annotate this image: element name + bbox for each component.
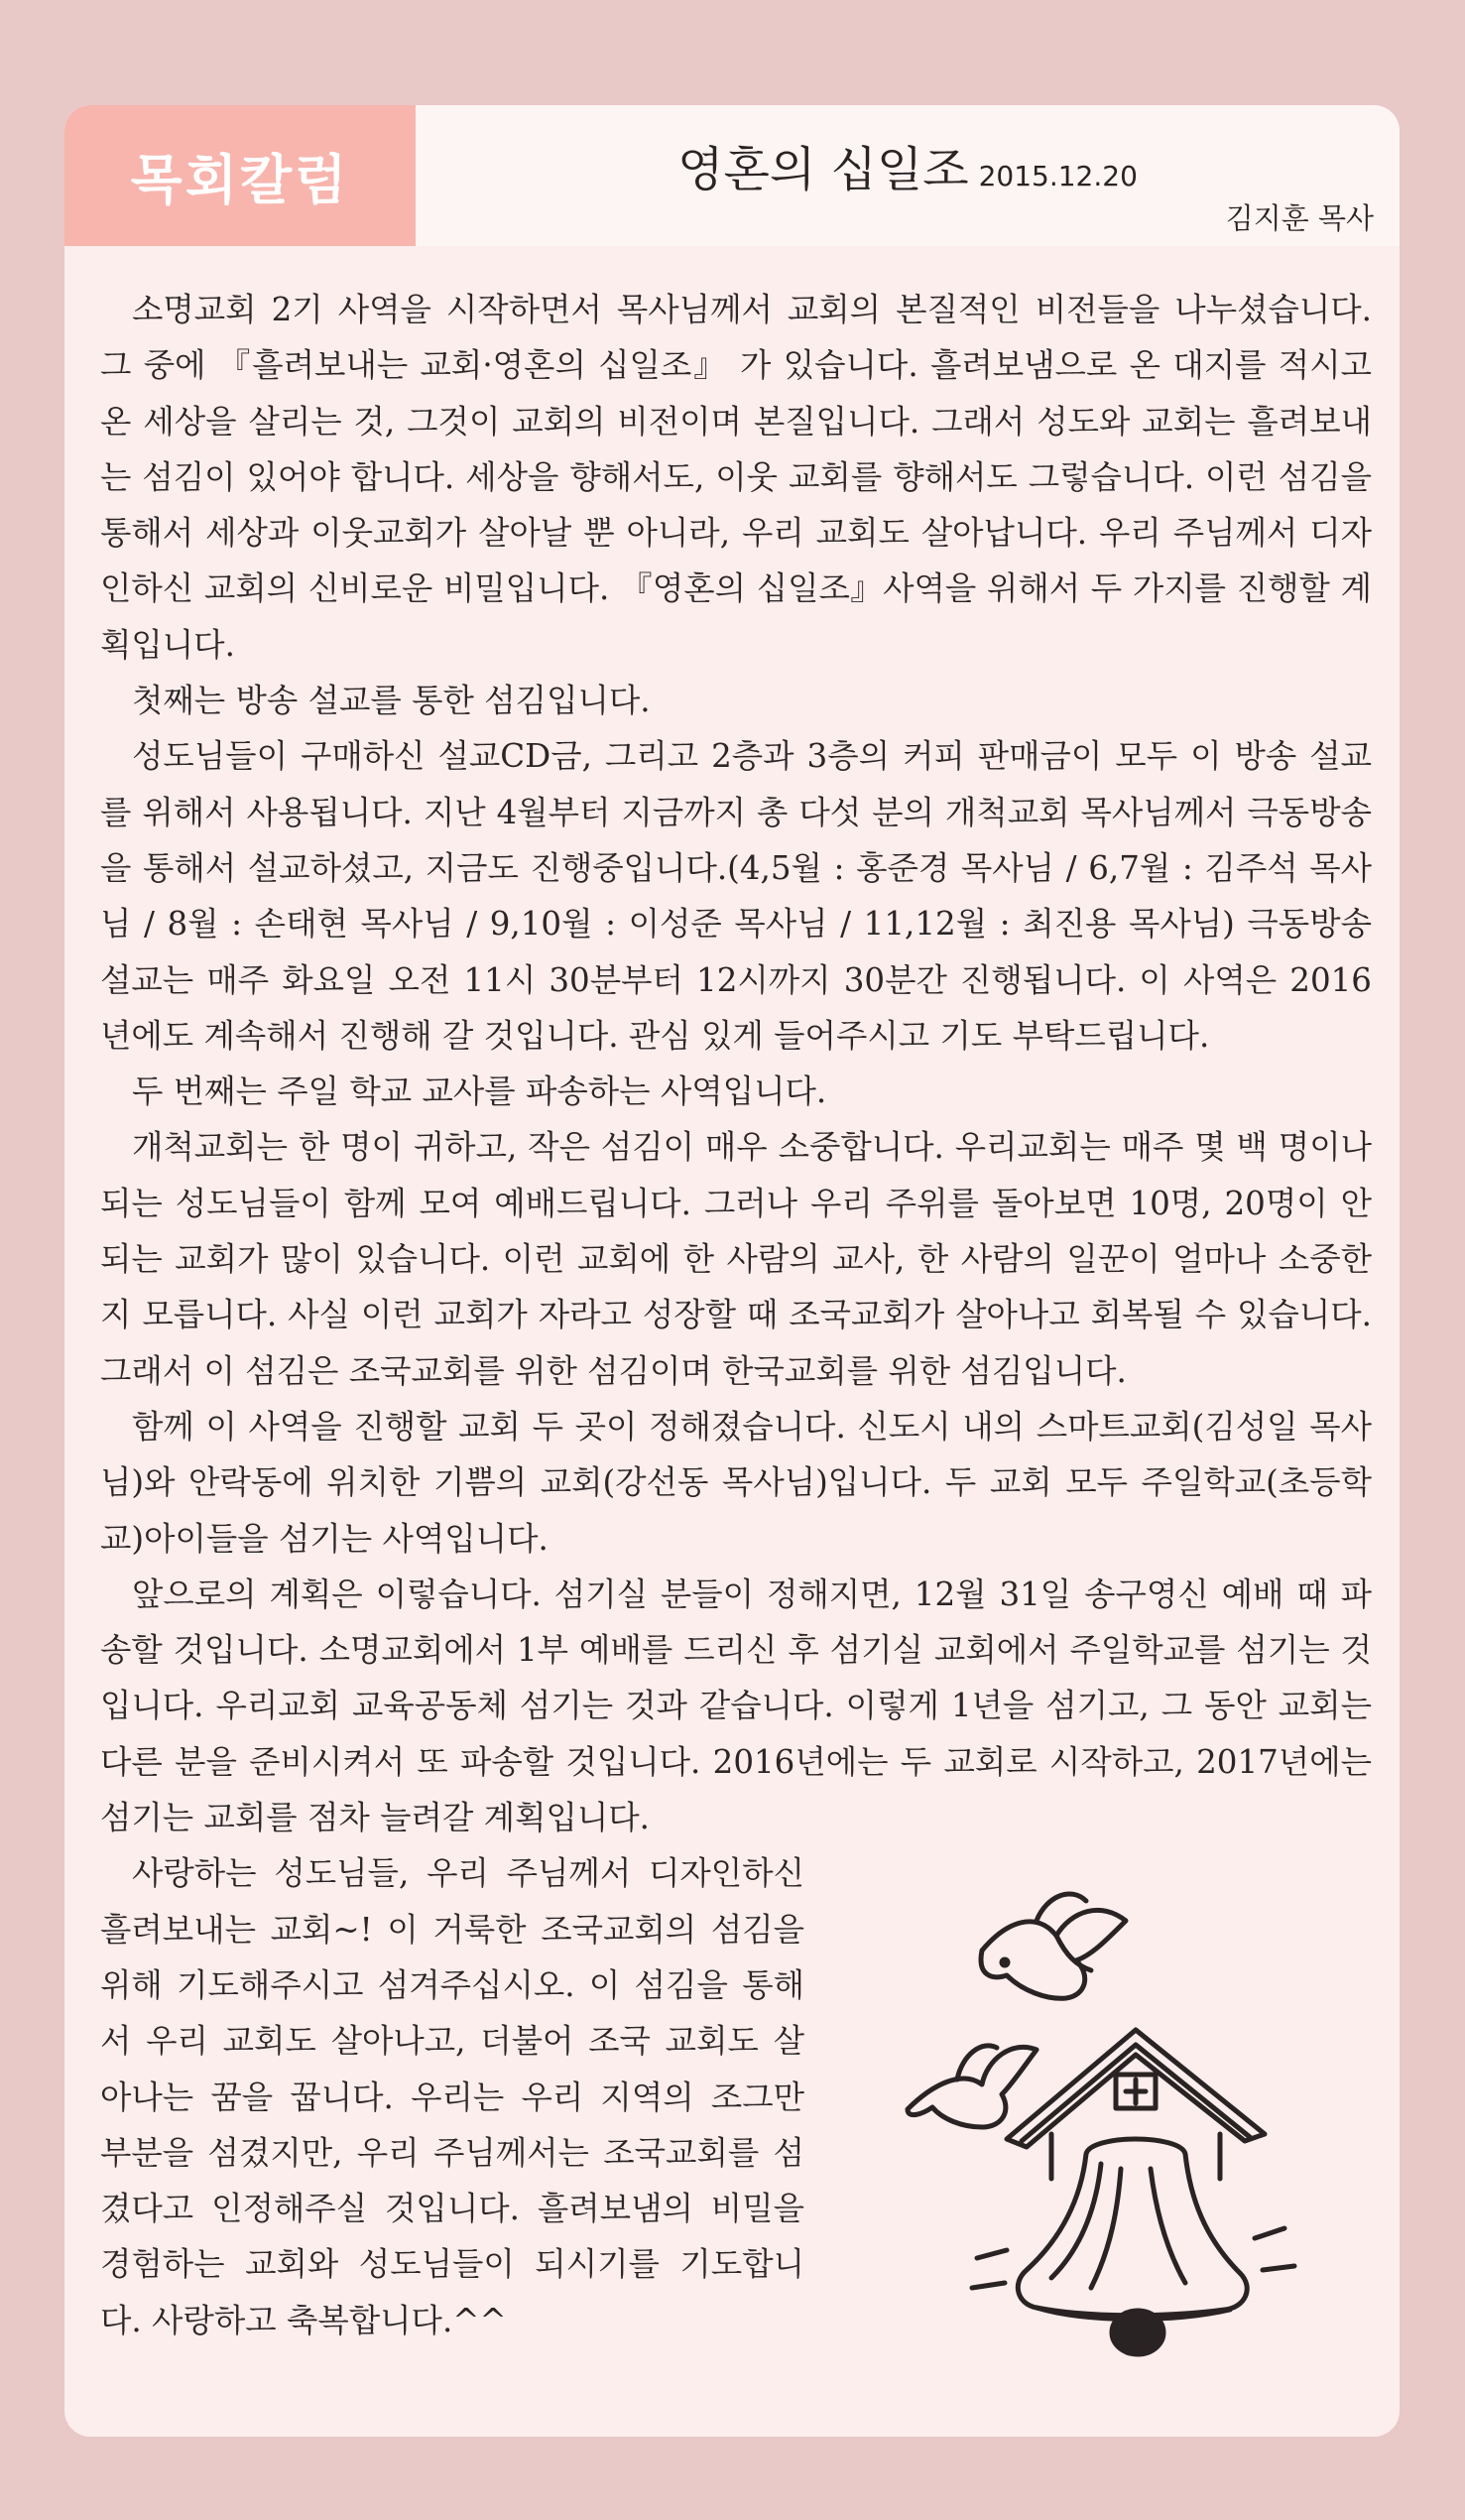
column-header [64,105,1400,246]
paragraph: 앞으로의 계획은 이렇습니다. 섬기실 분들이 정해지면, 12월 31일 송구영신 예배 때 파송할 것입니다. 소명교회에서 1부 예배를 드리신 후 섬기실 교회에서 주일학교를 섬기는 것입니다. 우리교회 교육공동체 섬기는 것과 같습니다. 이렇게 1년을 섬기고, 그 동안 교회는 다른 분을 준비시켜서 또 파송할 것입니다. 2016년에는 두 교회로 시작하고, 2017년에는 섬기는 교회를 점차 늘려갈 계획입니다. [100,1575,1372,1837]
column-date: 2015.12.20 [978,160,1138,192]
paragraph: 첫째는 방송 설교를 통한 섬김입니다. [132,682,651,720]
paragraph: 개척교회는 한 명이 귀하고, 작은 섬김이 매우 소중합니다. 우리교회는 매주 몇 백 명이나 되는 성도님들이 함께 모여 예배드립니다. 그러나 우리 주위를 돌아보면 10명, 20명이 안 되는 교회가 많이 있습니다. 이런 교회에 한 사람의 교사, 한 사람의 일꾼이 얼마나 소중한지 모릅니다. 사실 이런 교회가 자라고 성장할 때 조국교회가 살아나고 회복될 수 있습니다. 그래서 이 섬김은 조국교회를 위한 섬김이며 한국교회를 위한 섬김입니다. [100,1128,1372,1390]
paragraph: 소명교회 2기 사역을 시작하면서 목사님께서 교회의 본질적인 비전들을 나누셨습니다. 그 중에 『흘려보내는 교회·영혼의 십일조』 가 있습니다. 흘려보냄으로 온 대지를 적시고 온 세상을 살리는 것, 그것이 교회의 비전이며 본질입니다. 그래서 성도와 교회는 흘려보내는 섬김이 있어야 합니다. 세상을 향해서도, 이웃 교회를 향해서도 그렇습니다. 이런 섬김을 통해서 세상과 이웃교회가 살아날 뿐 아니라, 우리 교회도 살아납니다. 우리 주님께서 디자인하신 교회의 신비로운 비밀입니다. 『영혼의 십일조』사역을 위해서 두 가지를 진행할 계획입니다. [100,291,1372,664]
bell-with-doves-icon [888,1881,1314,2397]
paragraph: 사랑하는 성도님들, 우리 주님께서 디자인하신 흘려보내는 교회~! 이 거룩한 조국교회의 섬김을 위해 기도해주시고 섬겨주십시오. 이 섬김을 통해서 우리 교회도 살아나고, 더불어 조국 교회도 살아나는 꿈을 꿉니다. 우리는 우리 지역의 조그만 부분을 섬겼지만, 우리 주님께서는 조국교회를 섬겼다고 인정해주실 것입니다. 흘려보냄의 비밀을 경험하는 교회와 성도님들이 되시기를 기도합니다. 사랑하고 축복합니다.^^ [100,1854,804,2339]
column-author: 김지훈 목사 [1225,201,1374,235]
title-row [416,131,1400,199]
column-card [64,105,1400,2437]
paragraph: 함께 이 사역을 진행할 교회 두 곳이 정해졌습니다. 신도시 내의 스마트교회(김성일 목사님)와 안락동에 위치한 기쁨의 교회(강선동 목사님)입니다. 두 교회 모두 주일학교(초등학교)아이들을 섬기는 사역입니다. [100,1407,1372,1558]
paragraph: 성도님들이 구매하신 설교CD금, 그리고 2층과 3층의 커피 판매금이 모두 이 방송 설교를 위해서 사용됩니다. 지난 4월부터 지금까지 총 다섯 분의 개척교회 목사님께서 극동방송을 통해서 설교하셨고, 지금도 진행중입니다.(4,5월 : 홍준경 목사님 / 6,7월 : 김주석 목사님 / 8월 : 손태현 목사님 / 9,10월 : 이성준 목사님 / 11,12월 : 최진용 목사님) 극동방송 설교는 매주 화요일 오전 11시 30분부터 12시까지 30분간 진행됩니다. 이 사역은 2016년에도 계속해서 진행해 갈 것입니다. 관심 있게 들어주시고 기도 부탁드립니다. [100,737,1372,1055]
column-category-tag: 목회칼럼 [64,105,416,246]
paragraph: 두 번째는 주일 학교 교사를 파송하는 사역입니다. [132,1072,827,1111]
column-title: 영혼의 십일조 [677,142,969,197]
